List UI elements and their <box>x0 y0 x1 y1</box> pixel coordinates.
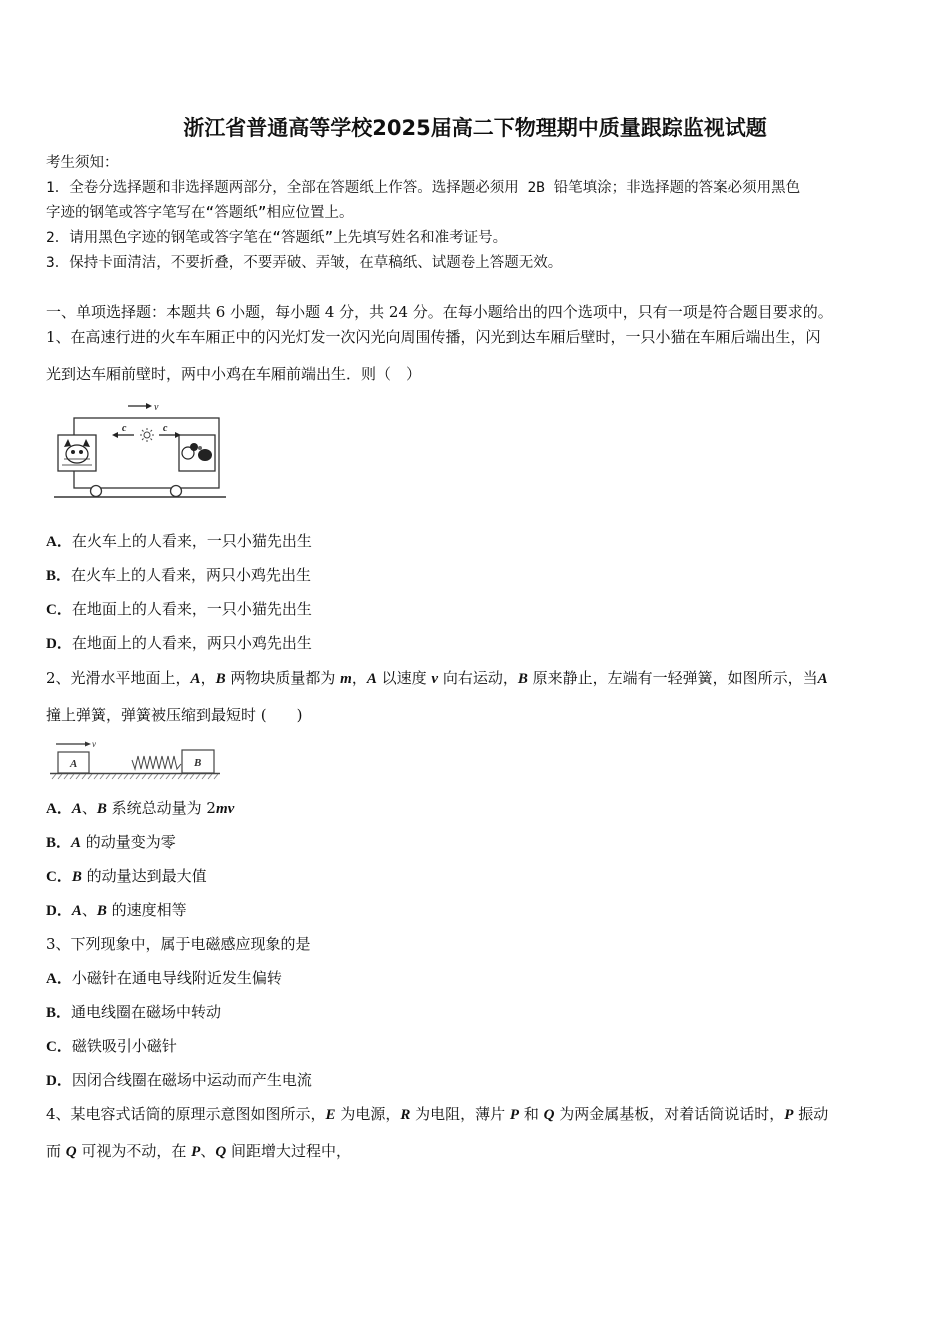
q1-option-a[interactable] <box>46 531 312 552</box>
q2-option-d[interactable]: D．A、B 的速度相等 <box>46 901 187 919</box>
notice-line-3: 3．保持卡面清洁，不要折叠，不要弄破、弄皱，在草稿纸、试题卷上答题无效。 <box>46 255 563 271</box>
option-text: 在地面上的人看来，一只小猫先出生 <box>71 600 312 618</box>
q1-option-b[interactable] <box>46 565 311 586</box>
train-flash-figure <box>50 393 240 503</box>
q2-option-c[interactable]: C．B 的动量达到最大值 <box>46 867 207 885</box>
q1-stem-line-1: 1、在高速行进的火车车厢正中的闪光灯发一次闪光向周围传播，闪光到达车厢后壁时，一只小猫在车厢后端出生，闪 <box>46 328 821 346</box>
option-text: 在地面上的人看来，两只小鸡先出生 <box>71 634 312 652</box>
q1-stem-line-2: 光到达车厢前壁时，两中小鸡在车厢前端出生．则（ ） <box>46 365 422 383</box>
option-text: 在火车上的人看来，两只小鸡先出生 <box>71 566 312 584</box>
q2-stem-line-1: 2、光滑水平地面上，A，B 两物块质量都为 m，A 以速度 v 向右运动，B 原来静止，左端有一轻弹簧，如图所示，当A <box>46 669 828 687</box>
notice-line-2: 2．请用黑色字迹的钢笔或答字笔在“答题纸”上先填写姓名和准考证号。 <box>46 230 508 246</box>
spring-icon <box>132 756 181 769</box>
spring-blocks-figure <box>48 736 223 782</box>
velocity-label: v <box>154 402 159 413</box>
q3-option-d[interactable]: D．因闭合线圈在磁场中运动而产生电流 <box>46 1071 312 1089</box>
section-heading: 一、单项选择题：本题共 6 小题，每小题 4 分，共 24 分。在每小题给出的四个选项中，只有一项是符合题目要求的。 <box>46 303 833 321</box>
q3-option-b[interactable]: B．通电线圈在磁场中转动 <box>46 1003 222 1021</box>
option-letter: A． <box>46 534 72 550</box>
svg-text:A: A <box>70 758 78 770</box>
option-letter: B． <box>46 568 72 584</box>
q1-option-c[interactable] <box>46 599 312 620</box>
wheel-left <box>91 486 102 497</box>
wheel-right <box>171 486 182 497</box>
q2-option-b[interactable]: B．A 的动量变为零 <box>46 833 176 851</box>
option-letter: C． <box>46 602 72 618</box>
q3-stem: 3、下列现象中，属于电磁感应现象的是 <box>46 935 311 953</box>
ground-hatch <box>52 774 218 779</box>
light-label-right: c <box>163 423 168 434</box>
notice-line-1: 1．全卷分选择题和非选择题两部分，全部在答题纸上作答。选择题必须用 2B 铅笔填涂；非选择题的答案必须用黑色 <box>46 180 801 196</box>
q4-stem-line-2: 而 Q 可视为不动，在 P、Q 间距增大过程中， <box>46 1142 351 1160</box>
q3-option-a[interactable]: A．小磁针在通电导线附近发生偏转 <box>46 969 282 987</box>
q2-stem-line-2: 撞上弹簧，弹簧被压缩到最短时 ( ) <box>46 706 303 724</box>
flash-lamp-icon <box>140 428 154 442</box>
q2-option-a[interactable]: A．A、B 系统总动量为 2mv <box>46 799 235 817</box>
light-label-left: c <box>122 423 127 434</box>
notice-line-1-cont: 字迹的钢笔或答字笔写在“答题纸”相应位置上。 <box>46 205 354 221</box>
q3-option-c[interactable]: C．磁铁吸引小磁针 <box>46 1037 177 1055</box>
svg-text:B: B <box>194 757 202 769</box>
q1-option-d[interactable] <box>46 633 312 654</box>
option-text: 在火车上的人看来，一只小猫先出生 <box>71 532 312 550</box>
option-letter: D． <box>46 636 72 652</box>
q4-stem-line-1: 4、某电容式话筒的原理示意图如图所示，E 为电源，R 为电阻，薄片 P 和 Q 为两金属基板，对着话筒说话时，P 振动 <box>46 1105 829 1123</box>
page-title: 浙江省普通高等学校2025届高二下物理期中质量跟踪监视试题 <box>183 116 767 140</box>
notice-heading: 考生须知： <box>46 155 119 171</box>
velocity-label: v <box>92 739 96 749</box>
